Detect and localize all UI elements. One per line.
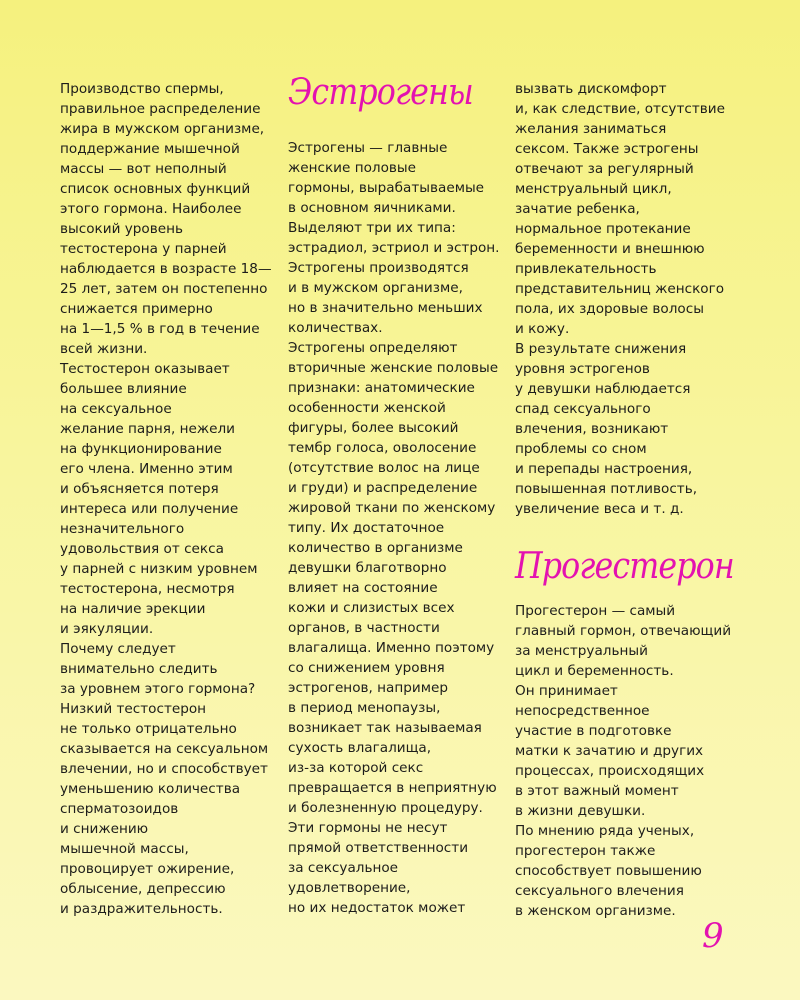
text-line: наблюдается в возрасте 18—: [60, 261, 272, 277]
text-line: 25 лет, затем он постепенно: [60, 281, 268, 297]
section-heading-progesterone: Прогестерон: [515, 546, 734, 587]
page-number: 9: [702, 916, 724, 956]
text-line: Низкий тестостерон: [60, 701, 207, 717]
text-line: отвечают за регулярный: [515, 161, 694, 177]
text-line: Тестостерон оказывает: [60, 361, 230, 377]
text-line: способствует повышению: [515, 863, 702, 879]
text-line: цикл и беременность.: [515, 663, 674, 679]
text-line: Эстрогены определяют: [288, 340, 458, 356]
text-line: сексуального влечения: [515, 883, 684, 899]
text-line: на наличие эрекции: [60, 601, 206, 617]
text-line: Эстрогены — главные: [288, 140, 448, 156]
text-line: Эстрогены производятся: [288, 260, 469, 276]
text-line: тестостерона у парней: [60, 241, 227, 257]
text-line: интереса или получение: [60, 501, 239, 517]
text-line: желание парня, нежели: [60, 421, 235, 437]
text-line: со снижением уровня: [288, 660, 445, 676]
text-line: за уровнем этого гормона?: [60, 681, 256, 697]
text-line: и перепады настроения,: [515, 461, 693, 477]
text-line: за сексуальное: [288, 860, 399, 876]
text-line: в этот важный момент: [515, 783, 679, 799]
text-line: привлекательность: [515, 261, 657, 277]
text-line: сперматозоидов: [60, 801, 179, 817]
text-line: внимательно следить: [60, 661, 218, 677]
text-line: в основном яичниками.: [288, 200, 456, 216]
text-line: девушки благотворно: [288, 560, 447, 576]
text-line: В результате снижения: [515, 341, 687, 357]
text-line: список основных функций: [60, 181, 251, 197]
text-line: сказывается на сексуальном: [60, 741, 269, 757]
text-line: признаки: анатомические: [288, 380, 475, 396]
text-line: участие в подготовке: [515, 723, 672, 739]
text-line: на 1—1,5 % в год в течение: [60, 321, 260, 337]
text-line: сексом. Также эстрогены: [515, 141, 699, 157]
text-line: мышечной массы,: [60, 841, 189, 857]
text-line: и объясняется потеря: [60, 481, 219, 497]
text-line: большее влияние: [60, 381, 187, 397]
text-line: уменьшению количества: [60, 781, 241, 797]
text-line: влагалища. Именно поэтому: [288, 640, 495, 656]
text-line: желания заниматься: [515, 121, 667, 137]
text-line: Почему следует: [60, 641, 176, 657]
text-line: (отсутствие волос на лице: [288, 460, 480, 476]
text-line: возникает так называемая: [288, 720, 482, 736]
text-line: но их недостаток может: [288, 900, 466, 916]
text-line: прогестерон также: [515, 843, 656, 859]
text-line: и болезненную процедуру.: [288, 800, 483, 816]
text-line: проблемы со сном: [515, 441, 647, 457]
text-line: сухость влагалища,: [288, 740, 432, 756]
text-line: удовлетворение,: [288, 880, 411, 896]
text-line: и раздражительность.: [60, 901, 223, 917]
text-line: у девушки наблюдается: [515, 381, 691, 397]
text-column-middle: [288, 63, 510, 918]
text-line: провоцирует ожирение,: [60, 861, 235, 877]
text-line: гормоны, вырабатываемые: [288, 180, 485, 196]
text-line: вызвать дискомфорт: [515, 81, 667, 97]
text-block-estrogens-continued: [515, 79, 737, 519]
text-line: массы — вот неполный: [60, 161, 227, 177]
text-line: всей жизни.: [60, 341, 148, 357]
text-line: менструальный цикл,: [515, 181, 672, 197]
text-line: этого гормона. Наиболее: [60, 201, 242, 217]
text-line: кожи и слизистых всех: [288, 600, 455, 616]
text-line: влияет на состояние: [288, 580, 438, 596]
text-line: непосредственное: [515, 703, 650, 719]
text-line: высокий уровень: [60, 221, 184, 237]
text-line: процессах, происходящих: [515, 763, 705, 779]
text-line: в жизни девушки.: [515, 803, 646, 819]
text-line: и снижению: [60, 821, 149, 837]
text-line: и, как следствие, отсутствие: [515, 101, 725, 117]
text-line: тестостерона, несмотря: [60, 581, 235, 597]
text-line: но в значительно меньших: [288, 300, 483, 316]
text-line: повышенная потливость,: [515, 481, 698, 497]
text-line: жировой ткани по женскому: [288, 500, 496, 516]
section-heading-estrogens: Эстрогены: [288, 72, 473, 113]
text-line: правильное распределение: [60, 101, 261, 117]
text-line: и кожу.: [515, 321, 570, 337]
text-line: женские половые: [288, 160, 417, 176]
text-line: удовольствия от секса: [60, 541, 224, 557]
text-line: влечения, возникают: [515, 421, 669, 437]
text-line: типу. Их достаточное: [288, 520, 445, 536]
text-line: из-за которой секс: [288, 760, 424, 776]
text-line: Производство спермы,: [60, 81, 224, 97]
text-line: Выделяют три их типа:: [288, 220, 456, 236]
text-line: и в мужском организме,: [288, 280, 463, 296]
text-line: органов, в частности: [288, 620, 440, 636]
text-line: превращается в неприятную: [288, 780, 497, 796]
text-line: особенности женской: [288, 400, 446, 416]
text-line: незначительного: [60, 521, 185, 537]
text-line: матки к зачатию и других: [515, 743, 704, 759]
text-column-right: [515, 79, 737, 921]
text-line: и эякуляции.: [60, 621, 154, 637]
text-line: По мнению ряда ученых,: [515, 823, 695, 839]
text-line: снижается примерно: [60, 301, 213, 317]
text-line: зачатие ребенка,: [515, 201, 640, 217]
text-line: беременности и внешнюю: [515, 241, 705, 257]
text-line: жира в мужском организме,: [60, 121, 265, 137]
text-line: на функционирование: [60, 441, 222, 457]
text-line: нормальное протекание: [515, 221, 691, 237]
text-line: спад сексуального: [515, 401, 651, 417]
text-line: и груди) и распределение: [288, 480, 478, 496]
text-line: у парней с низким уровнем: [60, 561, 258, 577]
text-line: представительниц женского: [515, 281, 725, 297]
text-line: влечении, но и способствует: [60, 761, 268, 777]
text-line: тембр голоса, оволосение: [288, 440, 477, 456]
text-line: Эти гормоны не несут: [288, 820, 448, 836]
text-line: пола, их здоровые волосы: [515, 301, 704, 317]
text-line: его члена. Именно этим: [60, 461, 233, 477]
text-line: количество в организме: [288, 540, 463, 556]
text-line: прямой ответственности: [288, 840, 469, 856]
text-line: облысение, депрессию: [60, 881, 226, 897]
text-line: на сексуальное: [60, 401, 172, 417]
text-line: увеличение веса и т. д.: [515, 501, 684, 517]
text-line: вторичные женские половые: [288, 360, 499, 376]
text-line: эстрогенов, например: [288, 680, 448, 696]
text-line: уровня эстрогенов: [515, 361, 650, 377]
text-line: за менструальный: [515, 643, 648, 659]
text-line: главный гормон, отвечающий: [515, 623, 732, 639]
text-block-progesterone: [515, 601, 737, 921]
text-line: не только отрицательно: [60, 721, 237, 737]
text-column-left: [60, 79, 282, 919]
text-line: в женском организме.: [515, 903, 676, 919]
text-line: Он принимает: [515, 683, 618, 699]
text-line: количествах.: [288, 320, 383, 336]
text-line: Прогестерон — самый: [515, 603, 676, 619]
text-line: в период менопаузы,: [288, 700, 441, 716]
text-line: эстрадиол, эстриол и эстрон.: [288, 240, 500, 256]
text-line: фигуры, более высокий: [288, 420, 459, 436]
text-line: поддержание мышечной: [60, 141, 240, 157]
